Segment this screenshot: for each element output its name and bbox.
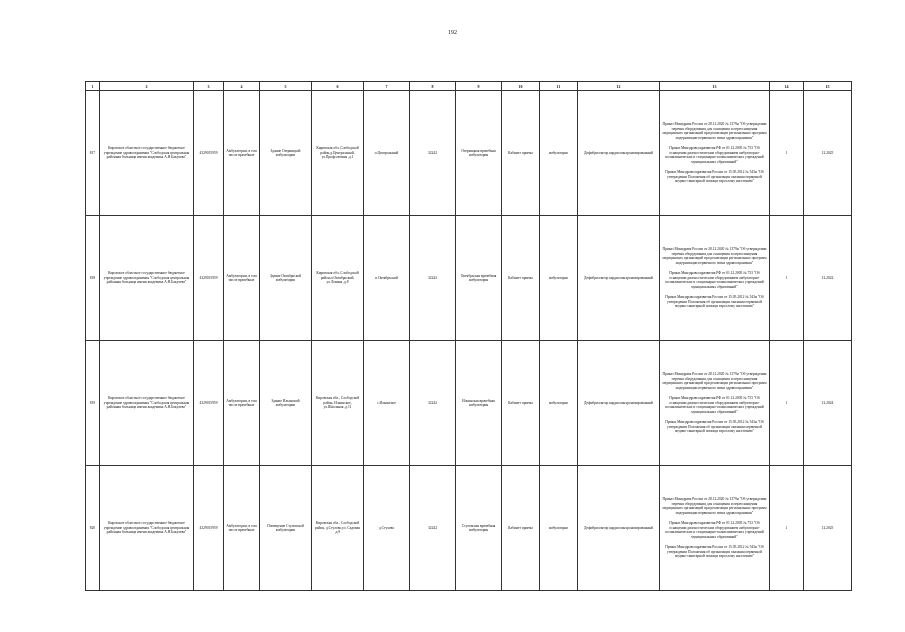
unit: Октябрьская врачебная амбулатория (456, 216, 502, 341)
quantity: 1 (770, 91, 804, 216)
doc-3: Приказ Минздравсоцразвития России от 15.05.2012 № 543н "Об утверждении Положения об организации оказания первичной медико-санитарной помощи взрослому населению" (665, 545, 764, 559)
index-code: 32242 (410, 91, 456, 216)
building: Помещение Стуловской амбулатории (260, 466, 312, 591)
column-header: 8 (410, 82, 456, 91)
column-header: 13 (660, 82, 770, 91)
index-code: 32242 (410, 216, 456, 341)
column-header: 1 (86, 82, 100, 91)
facility-type: Амбулатории, в том числе врачебные (224, 216, 260, 341)
doc-1: Приказ Минздрава России от 28.12.2020 № 1379н "Об утверждении перечня оборудования для оснащения и переоснащения медицинских организаций при реализации региональных программ модернизации первичного звена здравоохранения" (662, 122, 767, 140)
column-header: 2 (100, 82, 194, 91)
doc-2: Приказ Минздравсоцразвития РФ от 01.12.2005 № 753 "Об оснащении диагностическим оборудованием амбулаторно-поликлинических и стационарно-поликлинических учреждений муниципальных образований" (665, 271, 764, 289)
equipment: Дефибриллятор кардиосинхронизированный (578, 466, 660, 591)
column-header: 11 (540, 82, 578, 91)
doc-1: Приказ Минздрава России от 28.12.2020 № 1379н "Об утверждении перечня оборудования для оснащения и переоснащения медицинских организаций при реализации региональных программ модернизации первичного звена здравоохранения" (662, 247, 767, 265)
doc-2: Приказ Минздравсоцразвития РФ от 01.12.2005 № 753 "Об оснащении диагностическим оборудованием амбулаторно-поликлинических и стационарно-поликлинических учреждений муниципальных образований" (665, 396, 764, 414)
settlement: п.Октябрьский (364, 216, 410, 341)
room: Кабинет приема (502, 466, 540, 591)
inn: 4329015959 (194, 216, 224, 341)
equipment: Дефибриллятор кардиосинхронизированный (578, 91, 660, 216)
address: Кировская обл.,Слободской район,п.Октябрьский, ул.Ленина ,д.8 (312, 216, 364, 341)
row-number: 818 (86, 216, 100, 341)
address: Кировская обл.,Слободской район,д.Центральный, ул.Профсоюзная ,д.1 (312, 91, 364, 216)
settlement: п.Центральный (364, 91, 410, 216)
equipment-table (85, 81, 852, 591)
organization-name: Кировское областное государственное бюджетное учреждение здравоохранения "Слободская центральная районная больница имени академика А.Н.Бакулева" (100, 341, 194, 466)
care-profile: амбулаторно (540, 91, 578, 216)
building: Здание Озерницкой амбулатории (260, 91, 312, 216)
settlement: д.Стулово (364, 466, 410, 591)
table-row (86, 91, 852, 216)
regulatory-docs (660, 341, 770, 466)
quantity: 1 (770, 341, 804, 466)
care-profile: амбулаторно (540, 341, 578, 466)
page-number: 192 (448, 30, 457, 36)
table-row (86, 341, 852, 466)
regulatory-docs (660, 91, 770, 216)
column-header: 12 (578, 82, 660, 91)
doc-2: Приказ Минздравсоцразвития РФ от 01.12.2005 № 753 "Об оснащении диагностическим оборудованием амбулаторно-поликлинических и стационарно-поликлинических учреждений муниципальных образований" (665, 146, 764, 164)
building: Здание Ильинской амбулатории (260, 341, 312, 466)
doc-1: Приказ Минздрава России от 28.12.2020 № 1379н "Об утверждении перечня оборудования для оснащения и переоснащения медицинских организаций при реализации региональных программ модернизации первичного звена здравоохранения" (662, 497, 767, 515)
column-header: 4 (224, 82, 260, 91)
address: Кировская обл., Слободской район, д.Стулово,ул. Садовая ,д.9 (312, 466, 364, 591)
column-header: 6 (312, 82, 364, 91)
column-header: 3 (194, 82, 224, 91)
column-header: 5 (260, 82, 312, 91)
inn: 4329015959 (194, 91, 224, 216)
organization-name: Кировское областное государственное бюджетное учреждение здравоохранения "Слободская центральная районная больница имени академика А.Н.Бакулева" (100, 216, 194, 341)
column-header: 15 (804, 82, 852, 91)
inn: 4329015959 (194, 466, 224, 591)
index-code: 32242 (410, 341, 456, 466)
settlement: с.Ильинское (364, 341, 410, 466)
doc-3: Приказ Минздравсоцразвития России от 15.05.2012 № 543н "Об утверждении Положения об организации оказания первичной медико-санитарной помощи взрослому населению" (665, 295, 764, 309)
due-date: 12.2022 (804, 216, 852, 341)
care-profile: амбулаторно (540, 216, 578, 341)
care-profile: амбулаторно (540, 466, 578, 591)
quantity: 1 (770, 216, 804, 341)
table-row (86, 466, 852, 591)
inn: 4329015959 (194, 341, 224, 466)
doc-3: Приказ Минздравсоцразвития России от 15.05.2012 № 543н "Об утверждении Положения об организации оказания первичной медико-санитарной помощи взрослому населению" (665, 170, 764, 184)
quantity: 1 (770, 466, 804, 591)
column-header: 14 (770, 82, 804, 91)
doc-3: Приказ Минздравсоцразвития России от 15.05.2012 № 543н "Об утверждении Положения об организации оказания первичной медико-санитарной помощи взрослому населению" (665, 420, 764, 434)
facility-type: Амбулатории, в том числе врачебные (224, 91, 260, 216)
organization-name: Кировское областное государственное бюджетное учреждение здравоохранения "Слободская центральная районная больница имени академика А.Н.Бакулева" (100, 466, 194, 591)
table-row (86, 216, 852, 341)
row-number: 820 (86, 466, 100, 591)
address: Кировская обл., Слободской район, Ильинское, ул.Школьная ,д.11 (312, 341, 364, 466)
unit: Ильинская врачебная амбулатория (456, 341, 502, 466)
due-date: 12.2024 (804, 341, 852, 466)
organization-name: Кировское областное государственное бюджетное учреждение здравоохранения "Слободская центральная районная больница имени академика А.Н.Бакулева" (100, 91, 194, 216)
row-number: 819 (86, 341, 100, 466)
unit: Озерницкая врачебная амбулатория (456, 91, 502, 216)
unit: Стуловская врачебная амбулатория (456, 466, 502, 591)
column-header: 9 (456, 82, 502, 91)
regulatory-docs (660, 466, 770, 591)
header-row (86, 82, 852, 91)
room: Кабинет приема (502, 91, 540, 216)
equipment: Дефибриллятор кардиосинхронизированный (578, 341, 660, 466)
due-date: 12.2025 (804, 91, 852, 216)
doc-1: Приказ Минздрава России от 28.12.2020 № 1379н "Об утверждении перечня оборудования для оснащения и переоснащения медицинских организаций при реализации региональных программ модернизации первичного звена здравоохранения" (662, 372, 767, 390)
column-header: 7 (364, 82, 410, 91)
column-header: 10 (502, 82, 540, 91)
facility-type: Амбулатории, в том числе врачебные (224, 341, 260, 466)
room: Кабинет приема (502, 341, 540, 466)
room: Кабинет приема (502, 216, 540, 341)
index-code: 32242 (410, 466, 456, 591)
facility-type: Амбулатории, в том числе врачебные (224, 466, 260, 591)
building: Здание Октябрьской амбулатории (260, 216, 312, 341)
row-number: 817 (86, 91, 100, 216)
regulatory-docs (660, 216, 770, 341)
due-date: 12.2025 (804, 466, 852, 591)
doc-2: Приказ Минздравсоцразвития РФ от 01.12.2005 № 753 "Об оснащении диагностическим оборудованием амбулаторно-поликлинических и стационарно-поликлинических учреждений муниципальных образований" (665, 521, 764, 539)
equipment: Дефибриллятор кардиосинхронизированный (578, 216, 660, 341)
